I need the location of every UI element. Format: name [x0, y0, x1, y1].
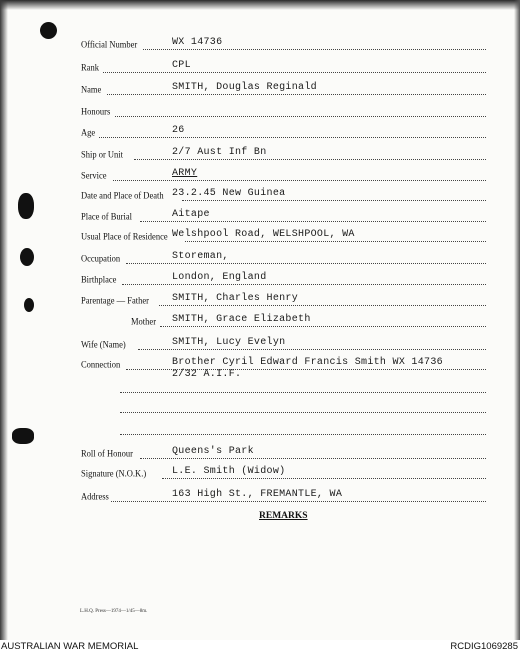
field-name	[0, 82, 520, 98]
field-label: Official Number	[81, 38, 138, 50]
field-label: Age	[81, 126, 96, 138]
field-blank-line	[0, 419, 520, 435]
field-label: Usual Place of Residence	[81, 230, 168, 242]
fill-line	[182, 200, 486, 201]
field-label: Birthplace	[81, 273, 117, 285]
fill-line	[103, 72, 486, 73]
field-label: Connection	[81, 358, 121, 370]
fill-line	[122, 284, 486, 285]
field-value: 163 High St., FREMANTLE, WA	[172, 489, 343, 500]
remarks-heading: REMARKS	[259, 511, 308, 521]
field-label: Signature (N.O.K.)	[81, 467, 147, 479]
field-value: Storeman,	[172, 251, 229, 262]
fill-line	[159, 305, 486, 306]
field-signature	[0, 466, 520, 482]
fill-line	[99, 137, 486, 138]
field-service	[0, 168, 520, 184]
field-value: 23.2.45 New Guinea	[172, 188, 286, 199]
field-age	[0, 125, 520, 141]
field-label: Address	[81, 490, 109, 502]
field-value: 26	[172, 125, 185, 136]
fill-line	[115, 116, 486, 117]
field-label: Occupation	[81, 252, 121, 264]
field-label: Roll of Honour	[81, 447, 133, 459]
field-honours	[0, 104, 520, 120]
fill-line	[120, 434, 486, 435]
field-mother	[0, 314, 520, 330]
field-label: Parentage — Father	[81, 294, 149, 306]
field-label: Mother	[131, 315, 157, 327]
fill-line	[138, 349, 486, 350]
field-label: Place of Burial	[81, 210, 132, 222]
field-death	[0, 188, 520, 204]
field-ship-or-unit	[0, 147, 520, 163]
field-value: SMITH, Grace Elizabeth	[172, 314, 311, 325]
field-residence	[0, 229, 520, 245]
field-value: ARMY	[172, 168, 198, 179]
footer-institution: AUSTRALIAN WAR MEMORIAL	[1, 641, 139, 652]
field-label: Service	[81, 169, 107, 181]
fill-line	[185, 241, 486, 242]
field-address	[0, 489, 520, 505]
field-value: SMITH, Lucy Evelyn	[172, 337, 286, 348]
field-label: Date and Place of Death	[81, 189, 164, 201]
field-value: 2/7 Aust Inf Bn	[172, 147, 267, 158]
printer-imprint: L.H.Q. Press—1974—1/45—8m.	[80, 609, 148, 614]
field-official-number	[0, 37, 520, 53]
field-rank	[0, 60, 520, 76]
fill-line	[120, 392, 486, 393]
field-blank-line	[0, 397, 520, 413]
field-occupation	[0, 251, 520, 267]
fill-line	[160, 326, 486, 327]
field-value: Welshpool Road, WELSHPOOL, WA	[172, 229, 355, 240]
fill-line	[162, 478, 486, 479]
fill-line	[140, 458, 486, 459]
field-connection-continued	[0, 369, 520, 385]
field-value: 2/32 A.I.F.	[172, 369, 242, 380]
field-value: SMITH, Douglas Reginald	[172, 82, 317, 93]
fill-line	[126, 263, 486, 264]
field-place-of-burial	[0, 209, 520, 225]
field-wife	[0, 337, 520, 353]
field-label: Wife (Name)	[81, 338, 126, 350]
field-birthplace	[0, 272, 520, 288]
field-value: SMITH, Charles Henry	[172, 293, 299, 304]
fill-line	[107, 94, 486, 95]
field-label: Name	[81, 83, 102, 95]
field-roll-of-honour	[0, 446, 520, 462]
field-label: Ship or Unit	[81, 148, 124, 160]
field-value: Aitape	[172, 209, 210, 220]
fill-line	[140, 221, 486, 222]
field-value: Brother Cyril Edward Francis Smith WX 14736	[172, 357, 443, 368]
field-value: CPL	[172, 60, 191, 71]
field-label: Honours	[81, 105, 111, 117]
field-value: L.E. Smith (Widow)	[172, 466, 286, 477]
field-value: London, England	[172, 272, 267, 283]
field-label: Rank	[81, 61, 99, 73]
footer-record-id: RCDIG1069285	[450, 641, 518, 652]
fill-line	[120, 412, 486, 413]
scan-edge-top	[0, 0, 520, 10]
fill-line	[111, 501, 486, 502]
fill-line	[113, 180, 486, 181]
field-value: WX 14736	[172, 37, 223, 48]
fill-line	[143, 49, 486, 50]
fill-line	[134, 159, 486, 160]
field-father	[0, 293, 520, 309]
field-value: Queens's Park	[172, 446, 254, 457]
